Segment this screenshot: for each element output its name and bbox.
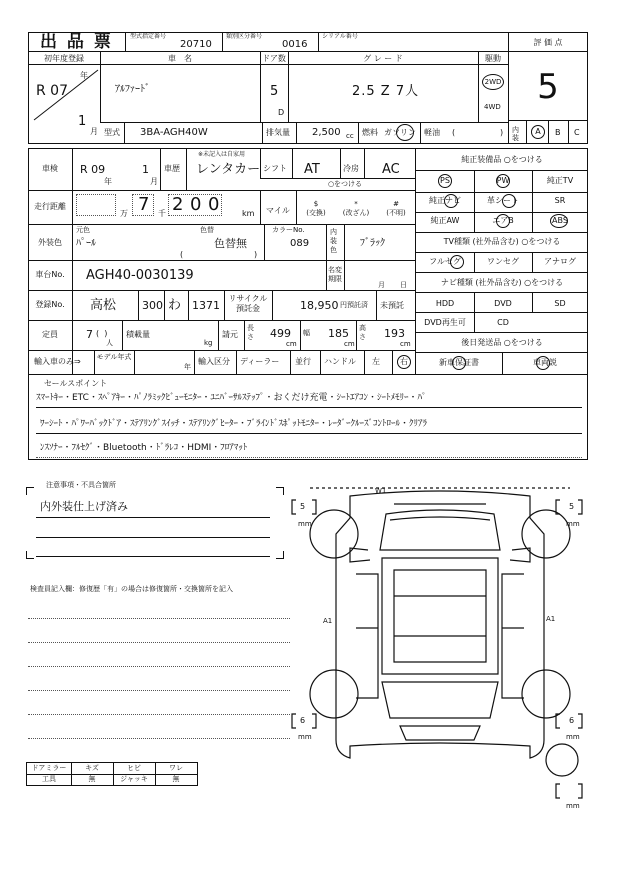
fuel-label: 燃料 bbox=[362, 128, 378, 137]
equip-leather-circle bbox=[502, 194, 516, 208]
dvd-playable-label: DVD再生可 bbox=[424, 318, 466, 327]
equip-leather: 革シート bbox=[487, 196, 519, 205]
sales-line-1: ｽﾏｰﾄｷｰ・ETC・ｽﾍﾟｱｷｰ・ﾊﾟﾉﾗﾐｯｸﾋﾞｭｰﾓﾆﾀｰ・ﾕﾆﾊﾞｰｻﾙｽﾃｯﾌﾟ・おくだけ充電・ｼｰﾄｴｱｺﾝ・ｼｰﾄﾒﾓﾘｰ・ﾊﾟ bbox=[36, 393, 427, 403]
drive-2wd-circled: 2WD bbox=[482, 74, 504, 90]
color-change-label: 色替 bbox=[200, 226, 214, 234]
history-label: 車歴 bbox=[164, 164, 180, 173]
tire-rear-left-unit: mm bbox=[298, 733, 312, 741]
car-damage-diagram bbox=[290, 478, 590, 810]
tire-rear-left: 6 bbox=[300, 716, 306, 725]
equip-abs-circle bbox=[550, 214, 568, 228]
handle-label: ハンドル bbox=[324, 357, 356, 366]
legend-tools-value: 無 bbox=[88, 775, 96, 783]
capacity: 7 bbox=[86, 328, 93, 341]
height: 193 bbox=[384, 327, 405, 340]
recycle-label: リサイクル預託金 bbox=[228, 294, 268, 313]
inspection-month: 1 bbox=[142, 163, 149, 176]
equip-airbag-circle bbox=[496, 214, 510, 228]
reg-kana: わ bbox=[168, 298, 182, 313]
legend-jack-value: 無 bbox=[172, 775, 180, 783]
navi-sd: SD bbox=[554, 299, 566, 308]
equip-ps-circle bbox=[438, 174, 452, 188]
import-parallel: 並行 bbox=[295, 357, 311, 366]
mileage-digit-1: 2 bbox=[172, 194, 184, 215]
mileage-circle-note: ○をつける bbox=[327, 180, 363, 188]
legend-door-mirror: ドアミラー bbox=[31, 764, 67, 772]
mileage-man-digit: 7 bbox=[138, 194, 150, 215]
inspector-note: 検査員記入欄：修復歴「有」の場合は修復箇所・交換箇所を記入 bbox=[30, 585, 233, 593]
import-dealer: ディーラー bbox=[240, 357, 280, 366]
form-no: 20710 bbox=[180, 39, 212, 50]
fuel-gasoline: ガソリン bbox=[384, 128, 416, 137]
displacement: 2,500 bbox=[312, 127, 341, 138]
later-manual-circle bbox=[536, 356, 550, 370]
score-label: 評 価 点 bbox=[533, 38, 563, 47]
model-label: 型式 bbox=[104, 128, 120, 137]
color-label: 外装色 bbox=[38, 238, 62, 247]
equip-aw: 純正AW bbox=[430, 216, 460, 225]
interior-b: B bbox=[555, 128, 561, 137]
interior-c: C bbox=[574, 128, 580, 137]
capacity-label: 定員 bbox=[42, 330, 58, 339]
doors-label: ドア数 bbox=[262, 54, 286, 63]
equip-navi: 純正ナビ bbox=[429, 196, 461, 205]
later-title: 後日発送品 ○をつける bbox=[461, 338, 543, 347]
first-reg-month: 1 bbox=[78, 114, 87, 129]
tv-fullseg: フルセグ bbox=[429, 257, 461, 266]
recycle-amount: 18,950 bbox=[300, 299, 339, 312]
tire-rear-right-unit: mm bbox=[566, 733, 580, 741]
legend-tools: 工具 bbox=[42, 775, 56, 783]
equip-tv: 純正TV bbox=[546, 176, 574, 185]
legend-table bbox=[26, 762, 198, 786]
mileage-man-unit: 万 bbox=[120, 209, 128, 218]
import-class-label: 輸入区分 bbox=[198, 357, 230, 366]
sales-line-3: ﾝｽｿﾅｰ・ﾌﾙｾｸﾞ・Bluetooth・ﾄﾞﾗﾚｺ・HDMI・ﾌﾛｱﾏｯﾄ bbox=[40, 443, 248, 453]
mileage-label: 走行距離 bbox=[34, 202, 66, 211]
mileage-unknown: # (不明) bbox=[386, 200, 406, 217]
orig-color: ﾊﾟｰﾙ bbox=[76, 238, 96, 249]
length-label: 長さ bbox=[247, 324, 254, 341]
sales-label: セールスポイント bbox=[44, 379, 108, 388]
displacement-label: 排気量 bbox=[266, 128, 290, 137]
tire-front-left-unit: mm bbox=[298, 520, 312, 528]
later-warranty-circle bbox=[452, 356, 466, 370]
interior-a-circled: A bbox=[531, 125, 545, 139]
tire-front-left: 5 bbox=[300, 502, 306, 511]
inspection-label: 車検 bbox=[42, 164, 58, 173]
door-type: D bbox=[278, 108, 285, 117]
name-change-month: 月 bbox=[378, 281, 385, 289]
equip-pw: PW bbox=[496, 176, 510, 185]
inspection-year-unit: 年 bbox=[104, 177, 112, 186]
sales-line-2: ﾜｰｼｰﾄ・ﾊﾟﾜｰﾊﾞｯｸﾄﾞｱ・ｽﾃｱﾘﾝｸﾞｽｲｯﾁ・ｽﾃｱﾘﾝｸﾞﾋｰﾀｰ・ﾌﾞﾗｲﾝﾄﾞｽﾎﾟｯﾄﾓﾆﾀｰ・ﾚｰﾀﾞｰｸﾙｰｽﾞｺﾝﾄﾛｰﾙ・ｸﾘｱﾗ bbox=[40, 419, 428, 429]
tire-front-right: 5 bbox=[569, 502, 575, 511]
grade: 2.5 Z 7人 bbox=[352, 84, 420, 99]
mile-unit: マイル bbox=[266, 206, 290, 215]
name-change-label: 名変期限 bbox=[328, 266, 342, 283]
damage-a1-right: A1 bbox=[546, 615, 556, 623]
interior-color: ﾌﾞﾗｯｸ bbox=[360, 238, 385, 249]
class-no: 0016 bbox=[282, 39, 308, 50]
load-unit: kg bbox=[204, 339, 213, 347]
import-label: 輸入車のみ⇒ bbox=[34, 357, 81, 366]
form-no-label: 型式指定番号 bbox=[130, 33, 167, 40]
equip-ps: PS bbox=[440, 176, 450, 185]
oil-label: 軽油 bbox=[424, 128, 440, 137]
equip-abs: ABS bbox=[552, 216, 568, 225]
handle-right-circled: 右 bbox=[397, 355, 411, 369]
equip-sr: SR bbox=[554, 196, 566, 205]
mileage-exchange: $ (交換) bbox=[306, 200, 326, 217]
navi-title: ナビ種類 (社外品含む) ○をつける bbox=[440, 278, 564, 287]
legend-break: ワレ bbox=[169, 764, 183, 772]
class-label: 類別区分番号 bbox=[226, 33, 263, 40]
mileage-altered: * (改ざん) bbox=[342, 200, 370, 217]
mileage-boxes bbox=[76, 194, 256, 220]
legend-jack: ジャッキ bbox=[120, 775, 148, 783]
tv-fullseg-circle bbox=[450, 255, 464, 269]
score-value: 5 bbox=[537, 67, 559, 107]
drive-label: 駆動 bbox=[485, 54, 501, 63]
inspector-lines bbox=[28, 600, 290, 750]
navi-dvd: DVD bbox=[494, 299, 512, 308]
width-label: 幅 bbox=[303, 329, 310, 337]
mileage-sen-unit: 千 bbox=[158, 209, 166, 218]
load-label: 積載量 bbox=[126, 330, 150, 339]
inspection-month-unit: 月 bbox=[150, 177, 158, 186]
reg-class: 300 bbox=[142, 299, 163, 312]
ac: AC bbox=[382, 162, 400, 177]
first-reg-label: 初年度登録 bbox=[44, 54, 84, 63]
reg-label: 登録No. bbox=[35, 300, 65, 309]
shift-label: シフト bbox=[263, 164, 287, 173]
height-unit: cm bbox=[400, 340, 411, 348]
door-count: 5 bbox=[270, 84, 279, 99]
chassis-no: AGH40-0030139 bbox=[86, 268, 194, 283]
capacity-unit: 人 bbox=[106, 339, 113, 347]
length: 499 bbox=[270, 327, 291, 340]
ac-label: 冷房 bbox=[343, 164, 359, 173]
history-note: ※未記入は自家用 bbox=[198, 151, 246, 158]
equip-navi-circle bbox=[444, 194, 458, 208]
first-reg-year: R 07 bbox=[36, 83, 68, 99]
mileage-digit-2: 0 bbox=[190, 194, 202, 215]
notes-bracket bbox=[26, 487, 284, 559]
tire-spare-unit: mm bbox=[566, 802, 580, 810]
cc-unit: cc bbox=[346, 132, 354, 140]
interior-color-label: 内装色 bbox=[330, 228, 337, 254]
cd-label: CD bbox=[497, 318, 509, 327]
recycle-unit: 円預託済 bbox=[340, 301, 368, 309]
tire-front-right-unit: mm bbox=[566, 520, 580, 528]
chassis-label: 車台No. bbox=[35, 270, 65, 279]
year-unit: 年 bbox=[80, 71, 88, 80]
model-year-label: モデル年式 bbox=[96, 353, 132, 361]
later-manual: 車両説 bbox=[533, 358, 557, 367]
orig-color-label: 元色 bbox=[76, 226, 90, 234]
equip-pw-circle bbox=[496, 174, 510, 188]
color-no-label: カラーNo. bbox=[272, 226, 305, 234]
handle-left: 左 bbox=[372, 357, 380, 366]
color-changed: 色替無 bbox=[214, 237, 247, 250]
reg-area: 高松 bbox=[90, 298, 117, 313]
damage-a1-left: A1 bbox=[323, 617, 333, 625]
model: 3BA-AGH40W bbox=[140, 127, 208, 138]
mileage-digit-3: 0 bbox=[208, 194, 220, 215]
later-warranty: 新車保証書 bbox=[439, 358, 479, 367]
km-unit: km bbox=[242, 209, 255, 218]
month-unit: 月 bbox=[90, 127, 98, 136]
shift: AT bbox=[304, 162, 320, 177]
notes-text: 内外装仕上げ済み bbox=[40, 500, 128, 513]
grade-label: グ レ ー ド bbox=[363, 54, 403, 63]
interior-label: 内装 bbox=[512, 126, 519, 142]
width-unit: cm bbox=[344, 340, 355, 348]
reg-number: 1371 bbox=[192, 299, 220, 312]
navi-hdd: HDD bbox=[435, 299, 455, 308]
tv-oneseg: ワンセグ bbox=[487, 257, 519, 266]
history: レンタカー bbox=[196, 162, 261, 177]
tv-analog: アナログ bbox=[544, 257, 576, 266]
damage-w1: W1 bbox=[375, 487, 387, 495]
notes-label: 注意事項・不具合箇所 bbox=[46, 481, 116, 489]
claim-label: 請元 bbox=[222, 330, 238, 339]
car-name: ｱﾙﾌｧｰﾄﾞ bbox=[115, 84, 150, 95]
drive-4wd: 4WD bbox=[484, 103, 501, 111]
fuel-circle bbox=[396, 124, 414, 141]
legend-scratch: キズ bbox=[85, 764, 99, 772]
equip-airbag: エアB bbox=[492, 216, 514, 225]
tv-title: TV種類 (社外品含む) ○をつける bbox=[443, 237, 561, 246]
recycle-not: 未預託 bbox=[380, 301, 404, 310]
car-name-label: 車 名 bbox=[168, 54, 192, 63]
tire-rear-right: 6 bbox=[569, 716, 575, 725]
inspection-year: R 09 bbox=[80, 163, 106, 176]
serial-label: シリアル番号 bbox=[322, 33, 358, 40]
length-unit: cm bbox=[286, 340, 297, 348]
equipment-title: 純正装備品 ○をつける bbox=[461, 155, 543, 164]
height-label: 高さ bbox=[359, 324, 366, 341]
page-title: 出 品 票 bbox=[40, 32, 113, 52]
width: 185 bbox=[328, 327, 349, 340]
model-year-unit: 年 bbox=[184, 363, 191, 371]
color-no: 089 bbox=[290, 238, 310, 249]
legend-crack: ヒビ bbox=[127, 764, 141, 772]
